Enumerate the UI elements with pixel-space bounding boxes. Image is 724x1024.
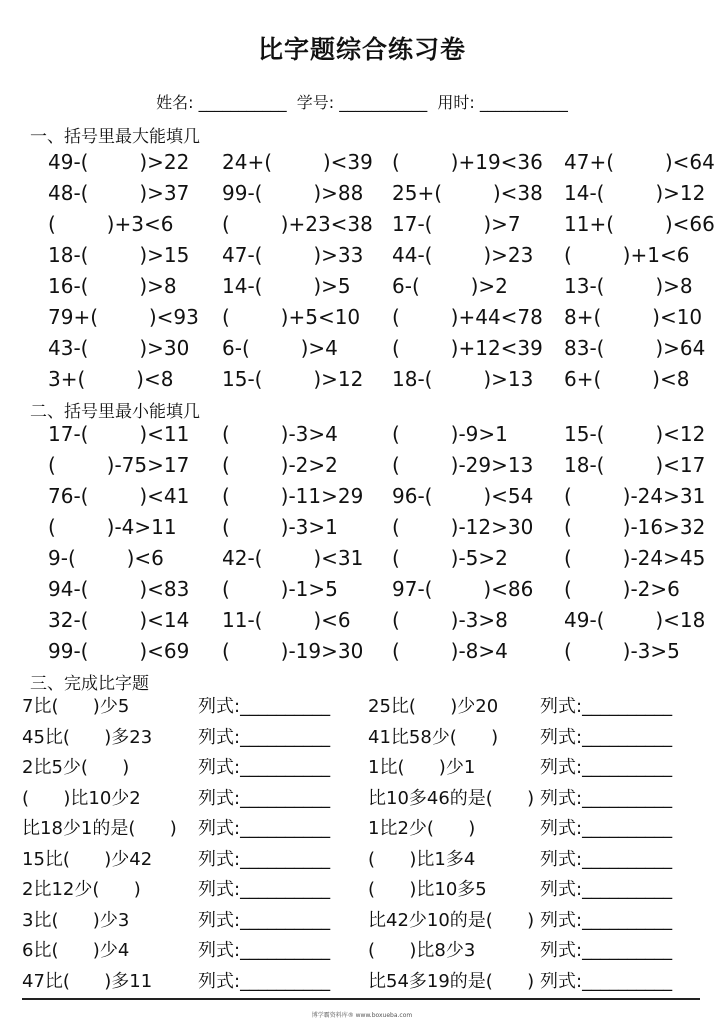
min-fill-question[interactable]: 18-( )<17: [564, 453, 706, 477]
word-problem[interactable]: 比54多19的是( ): [368, 970, 535, 992]
min-fill-question[interactable]: 49-( )<18: [564, 608, 706, 632]
max-fill-question[interactable]: 47-( )>33: [222, 243, 364, 267]
max-fill-question[interactable]: 6+( )<8: [564, 367, 690, 391]
min-fill-row: [0, 481, 724, 511]
max-fill-question[interactable]: 15-( )>12: [222, 367, 364, 391]
word-problem[interactable]: ( )比1多4: [368, 848, 476, 870]
formula-blank[interactable]: 列式:__________: [198, 787, 331, 809]
formula-blank[interactable]: 列式:__________: [198, 818, 331, 839]
min-fill-question[interactable]: ( )-19>30: [222, 639, 364, 663]
min-fill-question[interactable]: ( )-24>31: [564, 484, 706, 508]
word-problem[interactable]: 25比( )少20: [368, 696, 499, 717]
min-fill-question[interactable]: ( )-75>17: [48, 453, 190, 477]
min-fill-question[interactable]: ( )-2>6: [564, 577, 680, 601]
max-fill-row: [0, 240, 724, 270]
bottom-divider: [22, 998, 700, 1000]
max-fill-question[interactable]: ( )+19<36: [392, 150, 543, 174]
max-fill-row: [0, 364, 724, 394]
word-problem[interactable]: 2比12少( ): [22, 879, 141, 900]
min-fill-question[interactable]: 76-( )<41: [48, 484, 190, 508]
max-fill-question[interactable]: 44-( )>23: [392, 243, 534, 267]
max-fill-question[interactable]: 17-( )>7: [392, 212, 521, 236]
max-fill-question[interactable]: 13-( )>8: [564, 274, 693, 298]
formula-blank[interactable]: 列式:__________: [540, 879, 673, 900]
min-fill-question[interactable]: 9-( )<6: [48, 546, 164, 570]
formula-blank[interactable]: 列式:__________: [540, 726, 673, 748]
max-fill-question[interactable]: ( )+44<78: [392, 305, 543, 329]
max-fill-row: [0, 333, 724, 363]
max-fill-question[interactable]: 8+( )<10: [564, 305, 703, 329]
min-fill-question[interactable]: 94-( )<83: [48, 577, 190, 601]
section-2-heading: 二、括号里最小能填几: [30, 402, 200, 422]
min-fill-question[interactable]: 15-( )<12: [564, 422, 706, 446]
word-problem[interactable]: 2比5少( ): [22, 757, 130, 778]
word-problem[interactable]: 比10多46的是( ): [368, 787, 535, 809]
section-3-heading: 三、完成比字题: [30, 674, 149, 694]
formula-blank[interactable]: 列式:__________: [540, 909, 673, 931]
min-fill-row: [0, 450, 724, 480]
formula-blank[interactable]: 列式:__________: [198, 940, 331, 961]
word-problem[interactable]: 41比58少( ): [368, 726, 499, 748]
word-problem-row: [0, 936, 724, 966]
word-problem[interactable]: 47比( )多11: [22, 970, 153, 992]
max-fill-row: [0, 302, 724, 332]
formula-blank[interactable]: 列式:__________: [198, 970, 331, 992]
word-problem[interactable]: 7比( )少5: [22, 696, 130, 717]
footer-watermark: 博学霸资料库® www.boxueba.com: [311, 1012, 413, 1019]
min-fill-question[interactable]: ( )-9>1: [392, 422, 508, 446]
min-fill-question[interactable]: 42-( )<31: [222, 546, 364, 570]
max-fill-question[interactable]: 6-( )>4: [222, 336, 338, 360]
word-problem[interactable]: ( )比10少2: [22, 787, 141, 809]
min-fill-row: [0, 605, 724, 635]
formula-blank[interactable]: 列式:__________: [540, 787, 673, 809]
min-fill-question[interactable]: ( )-24>45: [564, 546, 706, 570]
max-fill-row: [0, 271, 724, 301]
word-problem-row: [0, 967, 724, 997]
min-fill-question[interactable]: ( )-3>5: [564, 639, 680, 663]
page-title: 比字题综合练习卷: [257, 35, 466, 64]
word-problem[interactable]: 3比( )少3: [22, 909, 130, 931]
max-fill-question[interactable]: 99-( )>88: [222, 181, 364, 205]
formula-blank[interactable]: 列式:__________: [198, 848, 331, 870]
min-fill-row: [0, 636, 724, 666]
max-fill-question[interactable]: ( )+5<10: [222, 305, 361, 329]
min-fill-question[interactable]: ( )-3>1: [222, 515, 338, 539]
word-problem-row: [0, 875, 724, 905]
max-fill-question[interactable]: 24+( )<39: [222, 150, 373, 174]
formula-blank[interactable]: 列式:__________: [540, 940, 673, 961]
word-problem[interactable]: ( )比10多5: [368, 879, 487, 900]
max-fill-question[interactable]: 47+( )<64: [564, 150, 715, 174]
word-problem-row: [0, 845, 724, 875]
word-problem-row: [0, 814, 724, 844]
formula-blank[interactable]: 列式:__________: [540, 757, 673, 778]
min-fill-row: [0, 419, 724, 449]
min-fill-question[interactable]: ( )-12>30: [392, 515, 534, 539]
min-fill-question[interactable]: ( )-29>13: [392, 453, 534, 477]
max-fill-question[interactable]: 83-( )>64: [564, 336, 706, 360]
max-fill-question[interactable]: 18-( )>15: [48, 243, 190, 267]
formula-blank[interactable]: 列式:__________: [540, 696, 673, 717]
word-problem-row: [0, 753, 724, 783]
min-fill-row: [0, 574, 724, 604]
max-fill-question[interactable]: ( )+12<39: [392, 336, 543, 360]
min-fill-question[interactable]: 97-( )<86: [392, 577, 534, 601]
word-problem[interactable]: 45比( )多23: [22, 726, 153, 748]
formula-blank[interactable]: 列式:__________: [540, 848, 673, 870]
min-fill-question[interactable]: 17-( )<11: [48, 422, 190, 446]
min-fill-question[interactable]: ( )-8>4: [392, 639, 508, 663]
max-fill-row: [0, 209, 724, 239]
min-fill-question[interactable]: ( )-3>4: [222, 422, 338, 446]
min-fill-question[interactable]: 32-( )<14: [48, 608, 190, 632]
student-info-line: 姓名: ___________ 学号: ___________ 用时: ___________: [156, 93, 568, 112]
max-fill-question[interactable]: 18-( )>13: [392, 367, 534, 391]
word-problem-row: [0, 723, 724, 753]
formula-blank[interactable]: 列式:__________: [198, 909, 331, 931]
formula-blank[interactable]: 列式:__________: [198, 757, 331, 778]
formula-blank[interactable]: 列式:__________: [540, 970, 673, 992]
max-fill-row: [0, 147, 724, 177]
max-fill-question[interactable]: 79+( )<93: [48, 305, 199, 329]
max-fill-question[interactable]: 16-( )>8: [48, 274, 177, 298]
min-fill-row: [0, 543, 724, 573]
word-problem[interactable]: 15比( )少42: [22, 848, 153, 870]
formula-blank[interactable]: 列式:__________: [540, 818, 673, 839]
max-fill-question[interactable]: 48-( )>37: [48, 181, 190, 205]
word-problem[interactable]: 1比( )少1: [368, 757, 476, 778]
max-fill-question[interactable]: 14-( )>5: [222, 274, 351, 298]
section-1-heading: 一、括号里最大能填几: [30, 127, 200, 147]
min-fill-question[interactable]: ( )-4>11: [48, 515, 177, 539]
max-fill-question[interactable]: 49-( )>22: [48, 150, 190, 174]
word-problem-row: [0, 692, 724, 722]
min-fill-question[interactable]: ( )-11>29: [222, 484, 364, 508]
word-problem-row: [0, 784, 724, 814]
min-fill-row: [0, 512, 724, 542]
formula-blank[interactable]: 列式:__________: [198, 726, 331, 748]
min-fill-question[interactable]: 96-( )<54: [392, 484, 534, 508]
word-problem[interactable]: 比42少10的是( ): [368, 909, 535, 931]
min-fill-question[interactable]: ( )-1>5: [222, 577, 338, 601]
min-fill-question[interactable]: ( )-3>8: [392, 608, 508, 632]
word-problem[interactable]: 1比2少( ): [368, 818, 476, 839]
max-fill-question[interactable]: ( )+3<6: [48, 212, 174, 236]
min-fill-question[interactable]: ( )-2>2: [222, 453, 338, 477]
max-fill-question[interactable]: 11+( )<66: [564, 212, 715, 236]
formula-blank[interactable]: 列式:__________: [198, 879, 331, 900]
min-fill-question[interactable]: ( )-5>2: [392, 546, 508, 570]
max-fill-question[interactable]: 43-( )>30: [48, 336, 190, 360]
max-fill-question[interactable]: 6-( )>2: [392, 274, 508, 298]
max-fill-question[interactable]: 14-( )>12: [564, 181, 706, 205]
min-fill-question[interactable]: ( )-16>32: [564, 515, 706, 539]
max-fill-row: [0, 178, 724, 208]
max-fill-question[interactable]: ( )+23<38: [222, 212, 373, 236]
word-problem-row: [0, 906, 724, 936]
formula-blank[interactable]: 列式:__________: [198, 696, 331, 717]
max-fill-question[interactable]: ( )+1<6: [564, 243, 690, 267]
min-fill-question[interactable]: 11-( )<6: [222, 608, 351, 632]
word-problem[interactable]: 6比( )少4: [22, 940, 130, 961]
max-fill-question[interactable]: 3+( )<8: [48, 367, 174, 391]
max-fill-question[interactable]: 25+( )<38: [392, 181, 543, 205]
word-problem[interactable]: ( )比8少3: [368, 940, 476, 961]
min-fill-question[interactable]: 99-( )<69: [48, 639, 190, 663]
word-problem[interactable]: 比18少1的是( ): [22, 818, 177, 839]
